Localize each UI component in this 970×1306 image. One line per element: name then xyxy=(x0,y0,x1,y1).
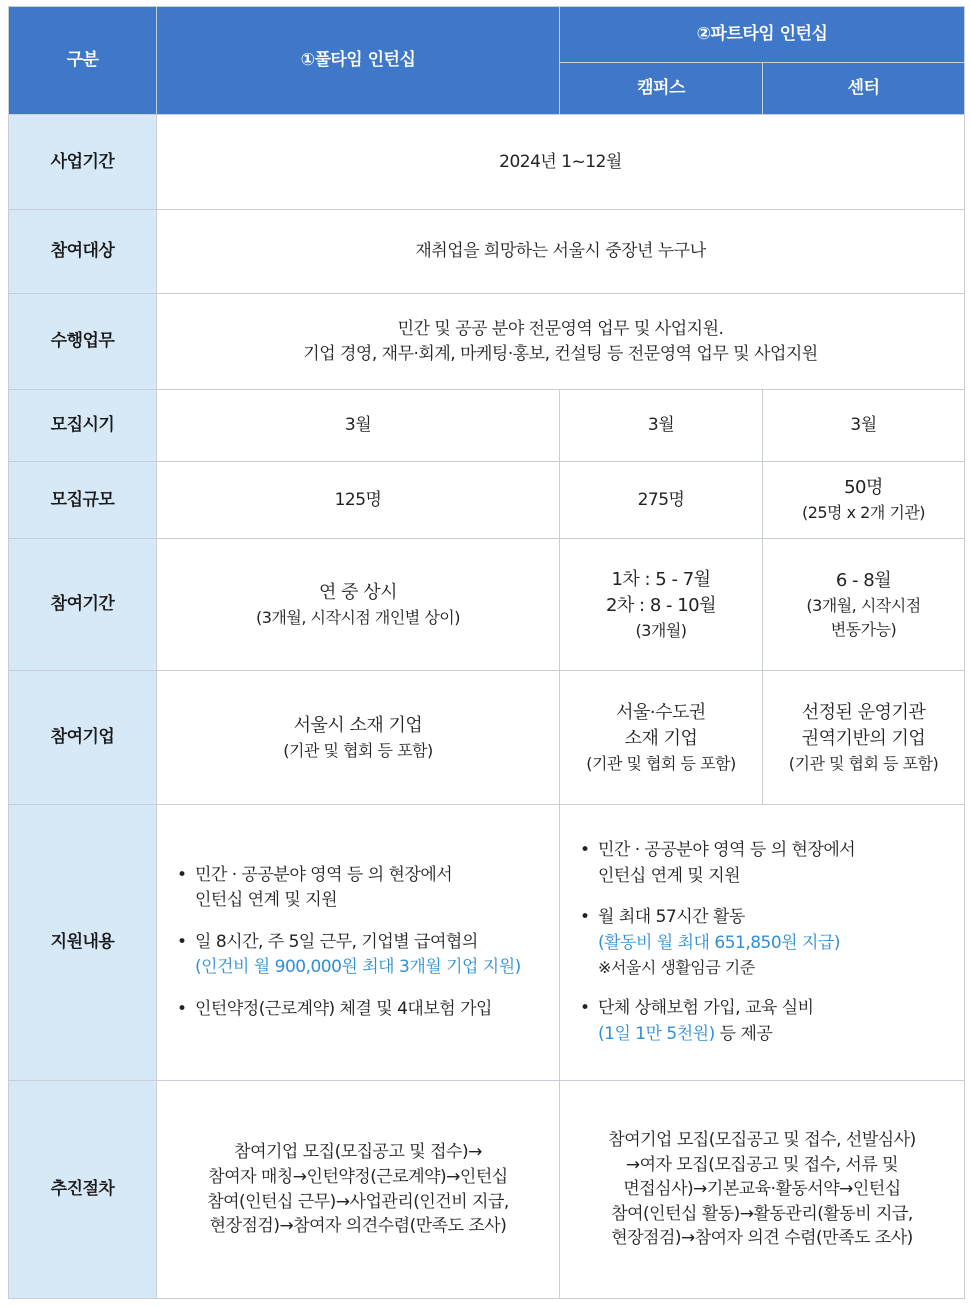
pp-center-line-3: 변동가능) xyxy=(830,619,897,639)
company-center-line-3: (기관 및 협회 등 포함) xyxy=(788,754,939,773)
company-center-line-1: 선정된 운영기관 xyxy=(801,701,926,723)
company-center-line-2: 권역기반의 기업 xyxy=(801,727,926,749)
pp-center-line-2: (3개월, 시작시점 xyxy=(806,596,921,616)
support-pt-b1-line-1: • 민간 · 공공분야 영역 등 의 현장에서 xyxy=(598,840,856,860)
pp-campus-line-3: (3개월) xyxy=(635,621,687,640)
support-pt-b1-line-2: 인턴십 연계 및 지원 xyxy=(598,865,741,886)
recruit-time-center: 3월 xyxy=(763,390,965,462)
support-pt-b2-line-1: • 월 최대 57시간 활동 xyxy=(598,907,745,927)
row-label-company: 참여기업 xyxy=(9,671,157,805)
recruit-size-center-line-2: (25명 x 2개 기관) xyxy=(801,503,926,523)
support-ft-b2-line-1: • 일 8시간, 주 5일 근무, 기업별 급여협의 xyxy=(195,931,478,952)
duty-value xyxy=(157,294,965,390)
support-ft-b2-line-2: (인건비 월 900,000원 최대 3개월 기업 지원) xyxy=(195,957,521,978)
support-fulltime-item-3 xyxy=(175,997,541,1023)
participation-period-fulltime xyxy=(157,539,560,671)
row-label-recruit-time: 모집시기 xyxy=(9,390,157,462)
recruit-size-center-line-1: 50명 xyxy=(844,477,883,499)
support-fulltime xyxy=(157,805,560,1081)
participation-period-campus xyxy=(560,539,763,671)
support-ft-b1-line-2: 인턴십 연계 및 지원 xyxy=(195,890,338,911)
procedure-pt-line-2: →여자 모집(모집공고 및 접수, 서류 및 xyxy=(625,1154,899,1175)
row-label-participation-period: 참여기간 xyxy=(9,539,157,671)
company-center xyxy=(763,671,965,805)
company-campus-line-3: (기관 및 협회 등 포함) xyxy=(586,754,736,773)
procedure-pt-line-1: 참여기업 모집(모집공고 및 접수, 선발심사) xyxy=(608,1129,916,1150)
recruit-size-center xyxy=(763,462,965,539)
company-campus-line-1: 서울·수도권 xyxy=(616,701,706,723)
header-center: 센터 xyxy=(763,63,965,115)
company-campus-line-2: 소재 기업 xyxy=(624,727,698,749)
procedure-pt-line-5: 현장점검)→참여자 의견 수렴(만족도 조사) xyxy=(611,1228,913,1249)
row-label-target: 참여대상 xyxy=(9,210,157,294)
support-pt-b2-line-3: ※서울시 생활임금 기준 xyxy=(598,958,755,977)
period-value: 2024년 1~12월 xyxy=(157,115,965,210)
recruit-size-campus: 275명 xyxy=(560,462,763,539)
support-fulltime-list xyxy=(175,863,541,1023)
support-pt-b3-blue: (1일 1만 5천원) xyxy=(598,1023,715,1044)
support-ft-b3: • 인턴약정(근로계약) 체결 및 4대보험 가입 xyxy=(195,998,492,1019)
company-campus xyxy=(560,671,763,805)
row-label-period: 사업기간 xyxy=(9,115,157,210)
internship-program-table xyxy=(8,6,965,1299)
company-fulltime xyxy=(157,671,560,805)
recruit-size-fulltime: 125명 xyxy=(157,462,560,539)
support-parttime-item-2 xyxy=(578,905,946,980)
support-pt-b3-tail: 등 제공 xyxy=(714,1023,773,1044)
row-label-recruit-size: 모집규모 xyxy=(9,462,157,539)
header-parttime: ②파트타임 인턴십 xyxy=(560,7,965,63)
procedure-pt-line-4: 참여(인턴십 활동)→활동관리(활동비 지급, xyxy=(611,1203,913,1224)
procedure-ft-line-1: 참여기업 모집(모집공고 및 접수)→ xyxy=(234,1142,482,1163)
support-parttime-list xyxy=(578,838,946,1047)
company-fulltime-line-1: 서울시 소재 기업 xyxy=(293,714,423,736)
recruit-time-campus: 3월 xyxy=(560,390,763,462)
procedure-ft-line-2: 참여자 매칭→인턴약정(근로계약)→인턴십 xyxy=(208,1166,508,1187)
pp-fulltime-line-1: 연 중 상시 xyxy=(319,581,397,603)
pp-campus-line-2: 2차 : 8 - 10월 xyxy=(605,594,717,616)
procedure-ft-line-3: 참여(인턴십 근무)→사업관리(인건비 지급, xyxy=(207,1191,509,1212)
support-fulltime-item-1 xyxy=(175,863,541,914)
row-label-support: 지원내용 xyxy=(9,805,157,1081)
support-ft-b1-line-1: • 민간 · 공공분야 영역 등 의 현장에서 xyxy=(195,864,453,885)
participation-period-center xyxy=(763,539,965,671)
company-fulltime-line-2: (기관 및 협회 등 포함) xyxy=(283,740,433,760)
pp-center-line-1: 6 - 8월 xyxy=(835,570,892,592)
procedure-ft-line-4: 현장점검)→참여자 의견수렴(만족도 조사) xyxy=(209,1216,507,1237)
support-parttime xyxy=(560,805,965,1081)
duty-line-1: 민간 및 공공 분야 전문영역 업무 및 사업지원. xyxy=(397,318,724,339)
pp-campus-line-1: 1차 : 5 - 7월 xyxy=(611,568,711,590)
header-campus: 캠퍼스 xyxy=(560,63,763,115)
support-pt-b3-line-1: • 단체 상해보험 가입, 교육 실비 xyxy=(598,998,814,1018)
header-category: 구분 xyxy=(9,7,157,115)
procedure-pt-line-3: 면접심사)→기본교육·활동서약→인턴십 xyxy=(623,1179,901,1200)
support-parttime-item-3 xyxy=(578,996,946,1047)
support-pt-b3-line-2 xyxy=(598,1022,946,1048)
support-fulltime-item-2 xyxy=(175,930,541,981)
row-label-procedure: 추진절차 xyxy=(9,1081,157,1299)
pp-fulltime-line-2: (3개월, 시작시점 개인별 상이) xyxy=(255,607,461,627)
duty-line-2: 기업 경영, 재무·회계, 마케팅·홍보, 컨설팅 등 전문영역 업무 및 사업지원 xyxy=(303,343,818,364)
support-pt-b2-line-2: (활동비 월 최대 651,850원 지급) xyxy=(598,932,840,953)
header-fulltime: ①풀타임 인턴십 xyxy=(157,7,560,115)
procedure-parttime xyxy=(560,1081,965,1299)
procedure-fulltime xyxy=(157,1081,560,1299)
target-value: 재취업을 희망하는 서울시 중장년 누구나 xyxy=(157,210,965,294)
support-parttime-item-1 xyxy=(578,838,946,889)
row-label-duty: 수행업무 xyxy=(9,294,157,390)
recruit-time-fulltime: 3월 xyxy=(157,390,560,462)
